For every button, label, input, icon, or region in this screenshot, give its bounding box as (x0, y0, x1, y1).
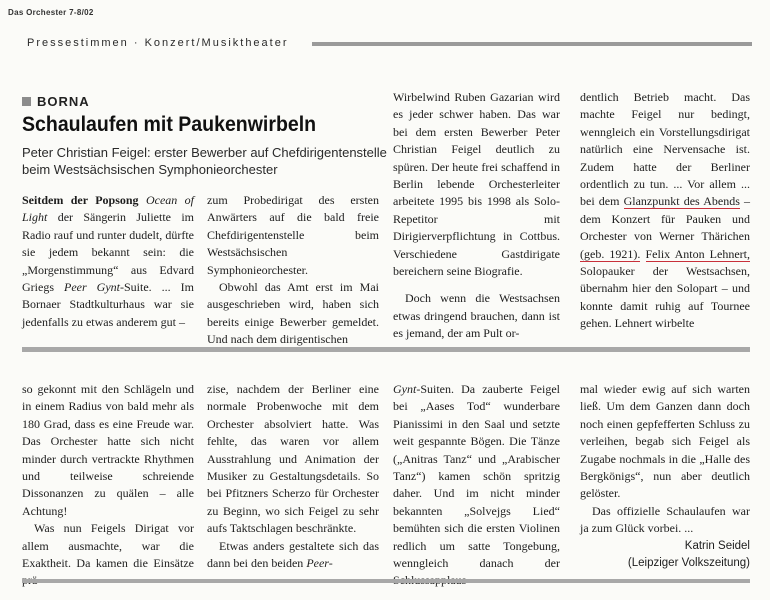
section-bar (312, 42, 752, 46)
paragraph (580, 89, 750, 333)
lower-column-3 (393, 381, 560, 590)
lead-bold: Seitdem der Popsong (22, 193, 139, 207)
text: dentlich Betrieb macht. Das machte Feigel nur bedingt, wenngleich ein Vorstellungsdirigat natürlich eine Nervensache ist. Zudem hatte der Berliner ordentlich zu tun. ... Vor allem ... bei dem (580, 90, 750, 209)
source-credit: (Leipziger Volkszeitung) (627, 557, 750, 570)
text: -Suiten. Da zauberte Feigel bei „Aases Tod“ wunderbare Pianissimi in den Saal und setzte weit gespannte Bögen. Die Tänze („Anitras Tanz“ und „Arabischer Tanz“) kamen schön spritzig daher. Und im nicht minder bekannten „Solvejgs Lied“ bemühten sich die ersten Violinen redlich um satte Tongebung, wenngleich danach der (393, 382, 560, 571)
paragraph (207, 538, 379, 573)
song-title: Ocean of Light (22, 193, 194, 225)
kicker-square-icon (22, 97, 31, 106)
highlight-underline: Felix Anton Lehnert, (645, 246, 750, 261)
article-kicker (22, 94, 90, 109)
upper-column-4 (580, 89, 750, 333)
text: Etwas anders gestaltete sich das dann bei den beiden (207, 538, 379, 571)
article-subheadline: Peter Christian Feigel: erster Bewerber auf Chefdirigentenstelle beim Westsächsischen Symphonieorchester (22, 145, 387, 177)
paragraph: Obwohl das Amt erst im Mai ausgeschrieben wird, haben sich bereits einige Bewerber gemeldet. Und nach dem dirigentischen (207, 280, 379, 347)
lower-column-2 (207, 381, 379, 572)
upper-column-3 (393, 89, 560, 343)
paragraph: zum Probedirigat des ersten Anwärters auf die bald freie Chefdirigentenstelle beim Westsächsischen Symphonieorchester. (207, 193, 379, 277)
work-title: Peer Gynt (64, 280, 120, 295)
text: der Sängerin Juliette im Radio rauf und runter dudelt, dürfte sie jedem bekannt sein: die „Morgenstimmung“ aus Edvard Griegs (22, 210, 194, 295)
section-header (27, 37, 752, 51)
paragraph (393, 381, 560, 590)
kicker-label: BORNA (37, 94, 90, 109)
text: -Suite. ... Im Bornaer Stadtkulturhaus war sie jedenfalls zu etwas anderem gut – (22, 280, 195, 329)
work-title: Gynt (393, 382, 417, 396)
upper-column-1 (22, 192, 194, 331)
article-headline: Schaulaufen mit Paukenwirbeln (22, 113, 317, 136)
highlight-underline: (geb. 1921). (580, 246, 641, 261)
text: Solopauker der Westsachsen, übernahm hier den Solopart – und konnte damit ruhig auf Tournee gehen. Lehnert wirbelte (580, 264, 750, 331)
publication-header: Das Orchester 7-8/02 (8, 8, 94, 17)
paragraph: Was nun Feigels Dirigat vor allem ausmachte, war die Exaktheit. Da kamen die Einsätze (22, 521, 194, 571)
upper-column-2 (207, 192, 379, 349)
paragraph (22, 192, 194, 331)
paragraph: so gekonnt mit den Schlägeln und in einem Radius von bald mehr als 180 Grad, dass es eine Freude war. Das Orchester hatte sich nicht minder durch vertrackte Rhythmen und teilweise schreiende Dissonanzen zu quälen – alle Achtung! (22, 382, 194, 518)
paragraph: mal wieder ewig auf sich warten ließ. Um dem Ganzen dann doch noch einen gepfefferten Schluss zu verleihen, begab sich Feigel als Zugabe nochmals in die „Halle des Bergkönigs“, nun aber deutlich gelöster. (580, 382, 750, 501)
highlight-underline: Glanzpunkt des Abends (623, 194, 740, 209)
text: – dem Konzert für Pauken und Orchester von Werner Thärichen (580, 194, 751, 244)
paragraph: Das offizielle Schaulaufen war ja zum Glück vorbei. ... (580, 503, 750, 536)
work-title: Peer- (306, 556, 333, 571)
author-name: Katrin Seidel (684, 539, 750, 552)
section-title: Pressestimmen · Konzert/Musiktheater (27, 37, 295, 49)
paragraph: Doch wenn die Westsachsen etwas dringend brauchen, dann ist es jemand, der am Pult or- (393, 291, 560, 341)
bottom-rule (22, 579, 750, 583)
lower-column-4 (580, 381, 750, 572)
paragraph: Wirbelwind Ruben Gazarian wird es jeder schwer haben. Das war bei dem ersten Bewerber Peter Christian Feigel deutlich zu spüren. Der heute frei schaffend in Berlin lebende Orchesterleiter arbeitete 1995 bis 1998 als Solo-Repetitor mit Dirigierverpflichtung in Cottbus. Verschiedene Gastdirigate bereichern seine Biografie. (393, 90, 560, 279)
paragraph: zise, nachdem der Berliner eine normale Probenwoche mit dem Orchester absolviert hatte. Was fehlte, das waren vor allem Ausstrahlung und Animation der Musiker zu Gestaltungsdetails. So bei Pfitzners Scherzo für Orchester zu Beginn, wo sich Feigel zu sehr aufs Taktschlagen beschränkte. (207, 382, 379, 536)
lower-column-1 (22, 381, 194, 590)
divider-rule (22, 347, 750, 352)
